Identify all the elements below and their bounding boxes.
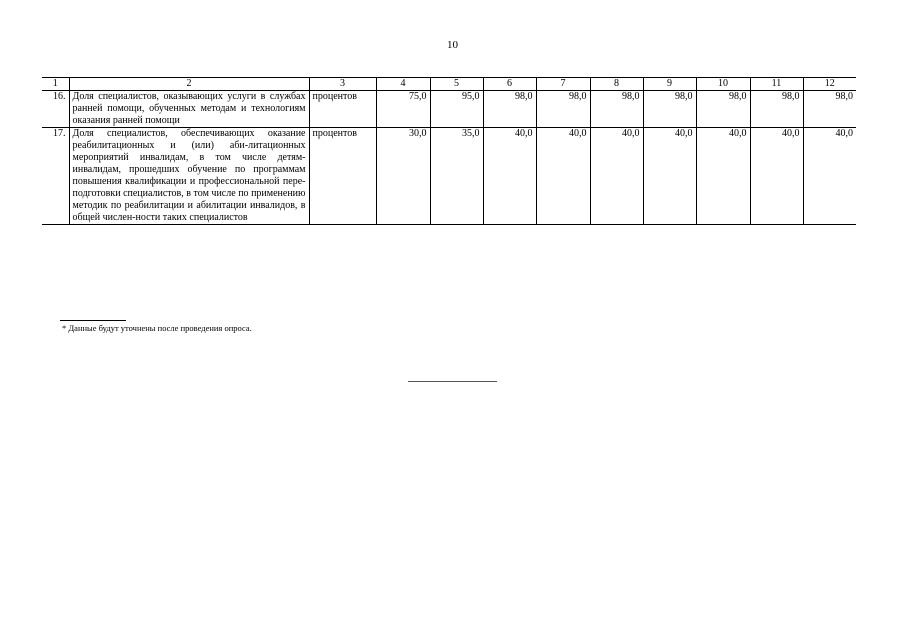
value-cell: 98,0 [536, 91, 590, 128]
column-header: 5 [430, 78, 483, 91]
indicator-description: Доля специалистов, обеспечивающих оказание реабилитационных и (или) аби-литационных мероприятий инвалидам, в том числе детям-инвалидам, прошедших обучение по программам повышения квалификации и профессиональной пере-подготовки специалистов, в том числе по применению методик по реабилитации и абилитации инвалидов, в общей числен-ности таких специалистов [69, 128, 309, 225]
footnote: * Данные будут уточнены после проведения опроса. [62, 323, 252, 333]
value-cell: 95,0 [430, 91, 483, 128]
value-cell: 98,0 [590, 91, 643, 128]
value-cell: 35,0 [430, 128, 483, 225]
row-number: 17. [53, 128, 66, 139]
column-header: 9 [643, 78, 696, 91]
value-cell: 40,0 [750, 128, 803, 225]
column-header: 7 [536, 78, 590, 91]
value-cell: 98,0 [750, 91, 803, 128]
value-cell: 98,0 [483, 91, 536, 128]
indicator-table [42, 77, 856, 225]
column-header: 1 [42, 78, 69, 91]
header-row [42, 78, 856, 91]
value-cell: 98,0 [696, 91, 750, 128]
column-header: 3 [309, 78, 376, 91]
value-cell: 75,0 [376, 91, 430, 128]
row-number: 16. [53, 91, 66, 102]
value-cell: 40,0 [590, 128, 643, 225]
table-row [42, 128, 856, 225]
value-cell: 40,0 [483, 128, 536, 225]
unit-cell: процентов [309, 91, 376, 128]
value-cell: 40,0 [536, 128, 590, 225]
value-cell: 40,0 [696, 128, 750, 225]
column-header: 11 [750, 78, 803, 91]
value-cell: 98,0 [803, 91, 856, 128]
column-header: 6 [483, 78, 536, 91]
value-cell: 30,0 [376, 128, 430, 225]
page-number: 10 [447, 39, 458, 51]
value-cell: 40,0 [803, 128, 856, 225]
column-header: 12 [803, 78, 856, 91]
column-header: 8 [590, 78, 643, 91]
unit-cell: процентов [309, 128, 376, 225]
end-of-section-divider [408, 381, 497, 382]
value-cell: 98,0 [643, 91, 696, 128]
value-cell: 40,0 [643, 128, 696, 225]
column-header: 2 [69, 78, 309, 91]
table-row [42, 91, 856, 128]
footnote-divider [60, 320, 126, 321]
column-header: 4 [376, 78, 430, 91]
column-header: 10 [696, 78, 750, 91]
indicator-description: Доля специалистов, оказывающих услуги в службах ранней помощи, обученных методам и технологиям оказания ранней помощи [69, 91, 309, 128]
